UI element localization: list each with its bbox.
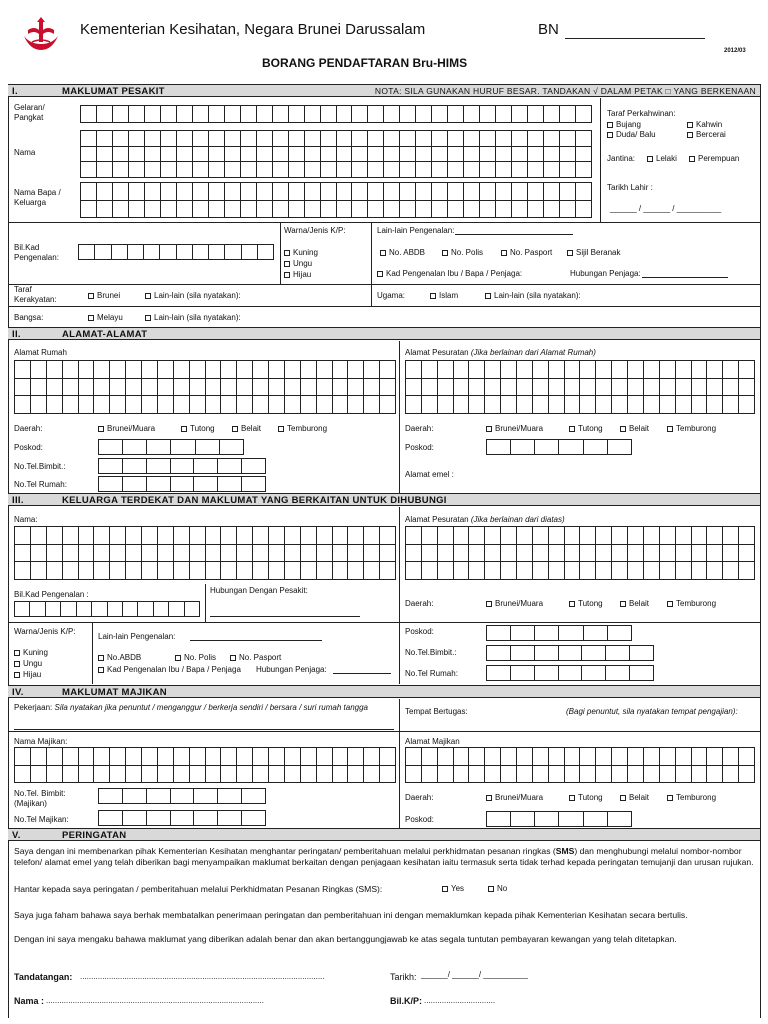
waris-kad-ibu-bapa-option[interactable]: Kad Pengenalan Ibu / Bapa / Penjaga	[98, 665, 241, 675]
gender-lelaki[interactable]: Lelaki	[647, 154, 677, 164]
nama-majikan-boxes[interactable]	[14, 747, 396, 783]
tempat-bertugas-label: Tempat Bertugas:	[405, 707, 468, 716]
gelaran-boxes[interactable]	[80, 105, 592, 123]
checkbox-icon	[430, 293, 436, 299]
alamat-majikan-label: Alamat Majikan	[405, 737, 460, 746]
religion-lain[interactable]: Lain-lain (sila nyatakan):	[485, 291, 581, 301]
checkbox-icon	[607, 122, 613, 128]
tel-majikan-label: No.Tel Majikan:	[14, 815, 69, 824]
checkbox-icon	[284, 272, 290, 278]
section-2-header: II. ALAMAT-ALAMAT	[8, 327, 760, 340]
tel-majikan-boxes[interactable]	[98, 810, 266, 826]
checkbox-icon	[88, 315, 94, 321]
marital-bercerai[interactable]: Bercerai	[687, 130, 726, 140]
race-melayu[interactable]: Melayu	[88, 313, 123, 323]
tarikh-label: Tarikh:	[390, 972, 417, 982]
checkbox-icon	[687, 132, 693, 138]
checkbox-icon	[567, 250, 573, 256]
waris-tel-bimbit-boxes[interactable]	[486, 645, 654, 661]
race-lain[interactable]: Lain-lain (sila nyatakan):	[145, 313, 241, 323]
checkbox-icon	[667, 795, 673, 801]
tel-bimbit-boxes[interactable]	[98, 458, 266, 474]
alamat-rumah-boxes[interactable]	[14, 360, 396, 414]
hubungan-pesakit-label: Hubungan Dengan Pesakit:	[210, 586, 308, 595]
waris-hubungan-penjaga-label: Hubungan Penjaga:	[256, 665, 327, 674]
majikan-district-temburong[interactable]: Temburong	[667, 793, 716, 803]
nama-majikan-label: Nama Majikan:	[14, 737, 68, 746]
checkbox-icon	[284, 261, 290, 267]
id-sijil-beranak[interactable]: Sijil Beranak	[567, 248, 620, 258]
bn-label: BN	[538, 21, 559, 38]
checkbox-icon	[486, 426, 492, 432]
bil-kad-label: Bil.Kad Pengenalan:	[14, 243, 59, 262]
checkbox-icon	[485, 293, 491, 299]
ugama-label: Ugama:	[377, 291, 406, 300]
sms-yes-option[interactable]: Yes	[442, 884, 464, 894]
district-belait[interactable]: Belait	[232, 424, 261, 434]
checkbox-icon	[14, 650, 20, 656]
checkbox-icon	[667, 426, 673, 432]
taraf-kerakyatan-label: Taraf Kerakyatan:	[14, 285, 57, 304]
checkbox-icon	[98, 655, 104, 661]
hubungan-pesakit-field[interactable]	[210, 616, 360, 617]
waris-district-brunei-muara[interactable]: Brunei/Muara	[486, 599, 543, 609]
consent-paragraph-1: Saya dengan ini membenarkan pihak Kementerian Kesihatan menghantar peringatan/ pemberitahuan melalui perkhidmatan pesanan ringkas (SMS) dan menghubungi melalui nombor-nombor telefon/ alamat emel yang telah diberikan bagi menyampaikan maklumat berkaitan dengan penjagaan kesihatan iaitu termasuk serta tidak terhad kepada peringatan temujanji dan urusan rujukan.	[14, 846, 754, 867]
waris-kp-kuning[interactable]: Kuning	[14, 648, 48, 658]
sms-no-option[interactable]: No	[488, 884, 507, 894]
waris-tel-rumah-label: No.Tel Rumah:	[405, 669, 458, 678]
ministry-name: Kementerian Kesihatan, Negara Brunei Darussalam	[80, 21, 426, 38]
checkbox-icon	[442, 886, 448, 892]
tarikh-lahir-label: Tarikh Lahir :	[607, 183, 653, 192]
nama-label: Nama	[14, 148, 36, 157]
checkbox-icon	[569, 601, 575, 607]
bangsa-label: Bangsa:	[14, 313, 44, 322]
checkbox-icon	[667, 601, 673, 607]
nama-sign-field[interactable]: ..................................................................................................	[46, 996, 264, 1005]
majikan-district-belait[interactable]: Belait	[620, 793, 649, 803]
checkbox-icon	[607, 132, 613, 138]
checkbox-icon	[145, 293, 151, 299]
waris-nama-boxes[interactable]	[14, 526, 396, 580]
checkbox-icon	[98, 426, 104, 432]
waris-lain-pengenalan-label: Lain-lain Pengenalan:	[98, 632, 176, 641]
checkbox-icon	[486, 601, 492, 607]
form-title: BORANG PENDAFTARAN Bru-HIMS	[262, 56, 468, 70]
alamat-emel-label: Alamat emel :	[405, 470, 454, 479]
district-pesuratan-tutong[interactable]: Tutong	[569, 424, 603, 434]
nama-bapa-label: Nama Bapa / Keluarga	[14, 188, 61, 207]
district-tutong[interactable]: Tutong	[181, 424, 215, 434]
district-pesuratan-belait[interactable]: Belait	[620, 424, 649, 434]
waris-id-pasport[interactable]: No. Pasport	[230, 653, 281, 663]
section-1-note: NOTA: SILA GUNAKAN HURUF BESAR. TANDAKAN √ DALAM PETAK □ YANG BERKENAAN	[374, 86, 756, 96]
bil-kad-boxes[interactable]	[78, 244, 274, 260]
nama-boxes[interactable]	[80, 130, 592, 178]
section-1-title: MAKLUMAT PESAKIT	[62, 86, 165, 97]
poskod-pesuratan-boxes[interactable]	[486, 439, 632, 455]
tel-bimbit-label: No.Tel.Bimbit.:	[14, 462, 66, 471]
district-pesuratan-temburong[interactable]: Temburong	[667, 424, 716, 434]
checkbox-icon	[380, 250, 386, 256]
bn-number-field[interactable]	[565, 38, 705, 39]
waris-poskod-boxes[interactable]	[486, 625, 632, 641]
checkbox-icon	[486, 795, 492, 801]
majikan-district-tutong[interactable]: Tutong	[569, 793, 603, 803]
waris-hubungan-penjaga-field[interactable]	[333, 673, 391, 674]
gender-perempuan[interactable]: Perempuan	[689, 154, 739, 164]
checkbox-icon	[569, 795, 575, 801]
checkbox-icon	[14, 672, 20, 678]
daerah-label: Daerah:	[14, 424, 43, 433]
checkbox-icon	[569, 426, 575, 432]
lain-pengenalan-field[interactable]	[455, 234, 573, 235]
checkbox-icon	[442, 250, 448, 256]
form-code: 2012/03	[724, 48, 746, 54]
section-2-title: ALAMAT-ALAMAT	[62, 329, 148, 340]
waris-id-abdb[interactable]: No.ABDB	[98, 653, 141, 663]
religion-islam[interactable]: Islam	[430, 291, 458, 301]
checkbox-icon	[488, 886, 494, 892]
checkbox-icon	[620, 795, 626, 801]
nama-bapa-boxes[interactable]	[80, 182, 592, 218]
waris-district-tutong[interactable]: Tutong	[569, 599, 603, 609]
checkbox-icon	[230, 655, 236, 661]
waris-kp-hijau[interactable]: Hijau	[14, 670, 41, 680]
alamat-majikan-boxes[interactable]	[405, 747, 755, 783]
gelaran-label: Gelaran/ Pangkat	[14, 103, 45, 122]
waris-warna-kp-label: Warna/Jenis K/P:	[14, 627, 76, 636]
waris-nama-label: Nama:	[14, 515, 38, 524]
section-3-header: III. KELUARGA TERDEKAT DAN MAKLUMAT YANG BERKAITAN UNTUK DIHUBUNGI	[8, 493, 760, 506]
kp-hijau[interactable]: Hijau	[284, 270, 311, 280]
section-1-header: I. MAKLUMAT PESAKIT NOTA: SILA GUNAKAN HURUF BESAR. TANDAKAN √ DALAM PETAK □ YANG BERKENAAN	[8, 84, 760, 97]
lain-pengenalan-label: Lain-lain Pengenalan:	[377, 226, 455, 235]
checkbox-icon	[145, 315, 151, 321]
waris-bil-kad-boxes[interactable]	[14, 601, 200, 617]
district-pesuratan-brunei-muara[interactable]: Brunei/Muara	[486, 424, 543, 434]
section-4-header: IV. MAKLUMAT MAJIKAN	[8, 685, 760, 698]
taraf-perkahwinan-label: Taraf Perkahwinan:	[607, 109, 676, 118]
checkbox-icon	[620, 601, 626, 607]
checkbox-icon	[175, 655, 181, 661]
waris-bil-kad-label: Bil.Kad Pengenalan :	[14, 590, 89, 599]
district-brunei-muara[interactable]: Brunei/Muara	[98, 424, 155, 434]
id-pasport[interactable]: No. Pasport	[501, 248, 552, 258]
checkbox-icon	[98, 667, 104, 673]
id-abdb[interactable]: No. ABDB	[380, 248, 425, 258]
section-5-title: PERINGATAN	[62, 830, 127, 841]
checkbox-icon	[232, 426, 238, 432]
sms-consent-label: Hantar kepada saya peringatan / pemberitahuan melalui Perkhidmatan Pesanan Ringkas (SMS):	[14, 884, 383, 894]
hubungan-penjaga-label: Hubungan Penjaga:	[570, 269, 641, 278]
citizenship-lain[interactable]: Lain-lain (sila nyatakan):	[145, 291, 241, 301]
waris-district-temburong[interactable]: Temburong	[667, 599, 716, 609]
checkbox-icon	[88, 293, 94, 299]
tandatangan-field[interactable]: ..............................................................................................................	[80, 972, 325, 981]
alamat-pesuratan-label: Alamat Pesuratan (Jika berlainan dari Alamat Rumah)	[405, 348, 596, 357]
citizenship-brunei[interactable]: Brunei	[88, 291, 120, 301]
poskod-pesuratan-label: Poskod:	[405, 443, 434, 452]
waris-tel-bimbit-label: No.Tel.Bimbit.:	[405, 648, 457, 657]
district-temburong[interactable]: Temburong	[278, 424, 327, 434]
consent-paragraph-3: Dengan ini saya mengaku bahawa maklumat yang diberikan adalah benar dan akan bertanggungjawab ke atas segala tuntutan pembayaran kewangan yang telah ditetapkan.	[14, 934, 677, 944]
kp-ungu[interactable]: Ungu	[284, 259, 312, 269]
waris-alamat-boxes[interactable]	[405, 526, 755, 580]
bil-kp-field[interactable]: ................................	[424, 996, 496, 1005]
brunei-crest-logo	[20, 16, 62, 52]
alamat-pesuratan-boxes[interactable]	[405, 360, 755, 414]
tel-rumah-boxes[interactable]	[98, 476, 266, 492]
kp-kuning[interactable]: Kuning	[284, 248, 318, 258]
jantina-label: Jantina:	[607, 154, 636, 163]
checkbox-icon	[181, 426, 187, 432]
majikan-poskod-boxes[interactable]	[486, 811, 632, 827]
majikan-daerah-label: Daerah:	[405, 793, 434, 802]
checkbox-icon	[278, 426, 284, 432]
checkbox-icon	[620, 426, 626, 432]
waris-district-belait[interactable]: Belait	[620, 599, 649, 609]
poskod-boxes[interactable]	[98, 439, 244, 455]
pekerjaan-label: Pekerjaan: Sila nyatakan jika penuntut / menganggur / berkerja sendiri / bersara / suri rumah tangga	[14, 703, 368, 712]
waris-daerah-label: Daerah:	[405, 599, 434, 608]
waris-id-polis[interactable]: No. Polis	[175, 653, 216, 663]
section-3-title: KELUARGA TERDEKAT DAN MAKLUMAT YANG BERKAITAN UNTUK DIHUBUNGI	[62, 495, 447, 506]
checkbox-icon	[377, 271, 383, 277]
majikan-district-brunei-muara[interactable]: Brunei/Muara	[486, 793, 543, 803]
kad-ibu-bapa-option[interactable]: Kad Pengenalan Ibu / Bapa / Penjaga:	[377, 269, 522, 279]
tandatangan-label: Tandatangan:	[14, 972, 73, 982]
tel-bimbit-majikan-label: No.Tel. Bimbit: (Majikan)	[14, 789, 66, 808]
checkbox-icon	[647, 156, 653, 162]
marital-kahwin[interactable]: Kahwin	[687, 120, 722, 130]
bil-kp-label: Bil.K/P:	[390, 996, 423, 1006]
waris-tel-rumah-boxes[interactable]	[486, 665, 654, 681]
tel-bimbit-majikan-boxes[interactable]	[98, 788, 266, 804]
tempat-bertugas-note: (Bagi penuntut, sila nyatakan tempat pengajian):	[566, 707, 738, 716]
id-polis[interactable]: No. Polis	[442, 248, 483, 258]
waris-lain-pengenalan-field[interactable]	[190, 640, 322, 641]
hubungan-penjaga-field[interactable]	[642, 277, 728, 278]
tel-rumah-label: No.Tel Rumah:	[14, 480, 67, 489]
checkbox-icon	[14, 661, 20, 667]
marital-bujang[interactable]: Bujang	[607, 120, 641, 130]
tarikh-field[interactable]: ______/ ______/ __________	[421, 970, 528, 979]
section-4-title: MAKLUMAT MAJIKAN	[62, 687, 167, 698]
pekerjaan-field[interactable]	[14, 729, 394, 730]
checkbox-icon	[687, 122, 693, 128]
consent-paragraph-2: Saya juga faham bahawa saya berhak membatalkan penerimaan peringatan dan pemberitahuan ini dengan memaklumkan kepada pihak Kementerian Kesihatan secara bertulis.	[14, 910, 688, 920]
tarikh-lahir-field[interactable]: ______ / ______ / __________	[610, 204, 722, 213]
warna-kp-label: Warna/Jenis K/P:	[284, 226, 346, 235]
waris-alamat-label: Alamat Pesuratan (Jika berlainan dari diatas)	[405, 515, 565, 524]
poskod-label: Poskod:	[14, 443, 43, 452]
section-5-header: V. PERINGATAN	[8, 828, 760, 841]
alamat-rumah-label: Alamat Rumah	[14, 348, 67, 357]
nama-sign-label: Nama :	[14, 996, 45, 1006]
waris-kp-ungu[interactable]: Ungu	[14, 659, 42, 669]
majikan-poskod-label: Poskod:	[405, 815, 434, 824]
waris-poskod-label: Poskod:	[405, 627, 434, 636]
checkbox-icon	[689, 156, 695, 162]
daerah-pesuratan-label: Daerah:	[405, 424, 434, 433]
checkbox-icon	[501, 250, 507, 256]
checkbox-icon	[284, 250, 290, 256]
marital-duda-balu[interactable]: Duda/ Balu	[607, 130, 656, 140]
